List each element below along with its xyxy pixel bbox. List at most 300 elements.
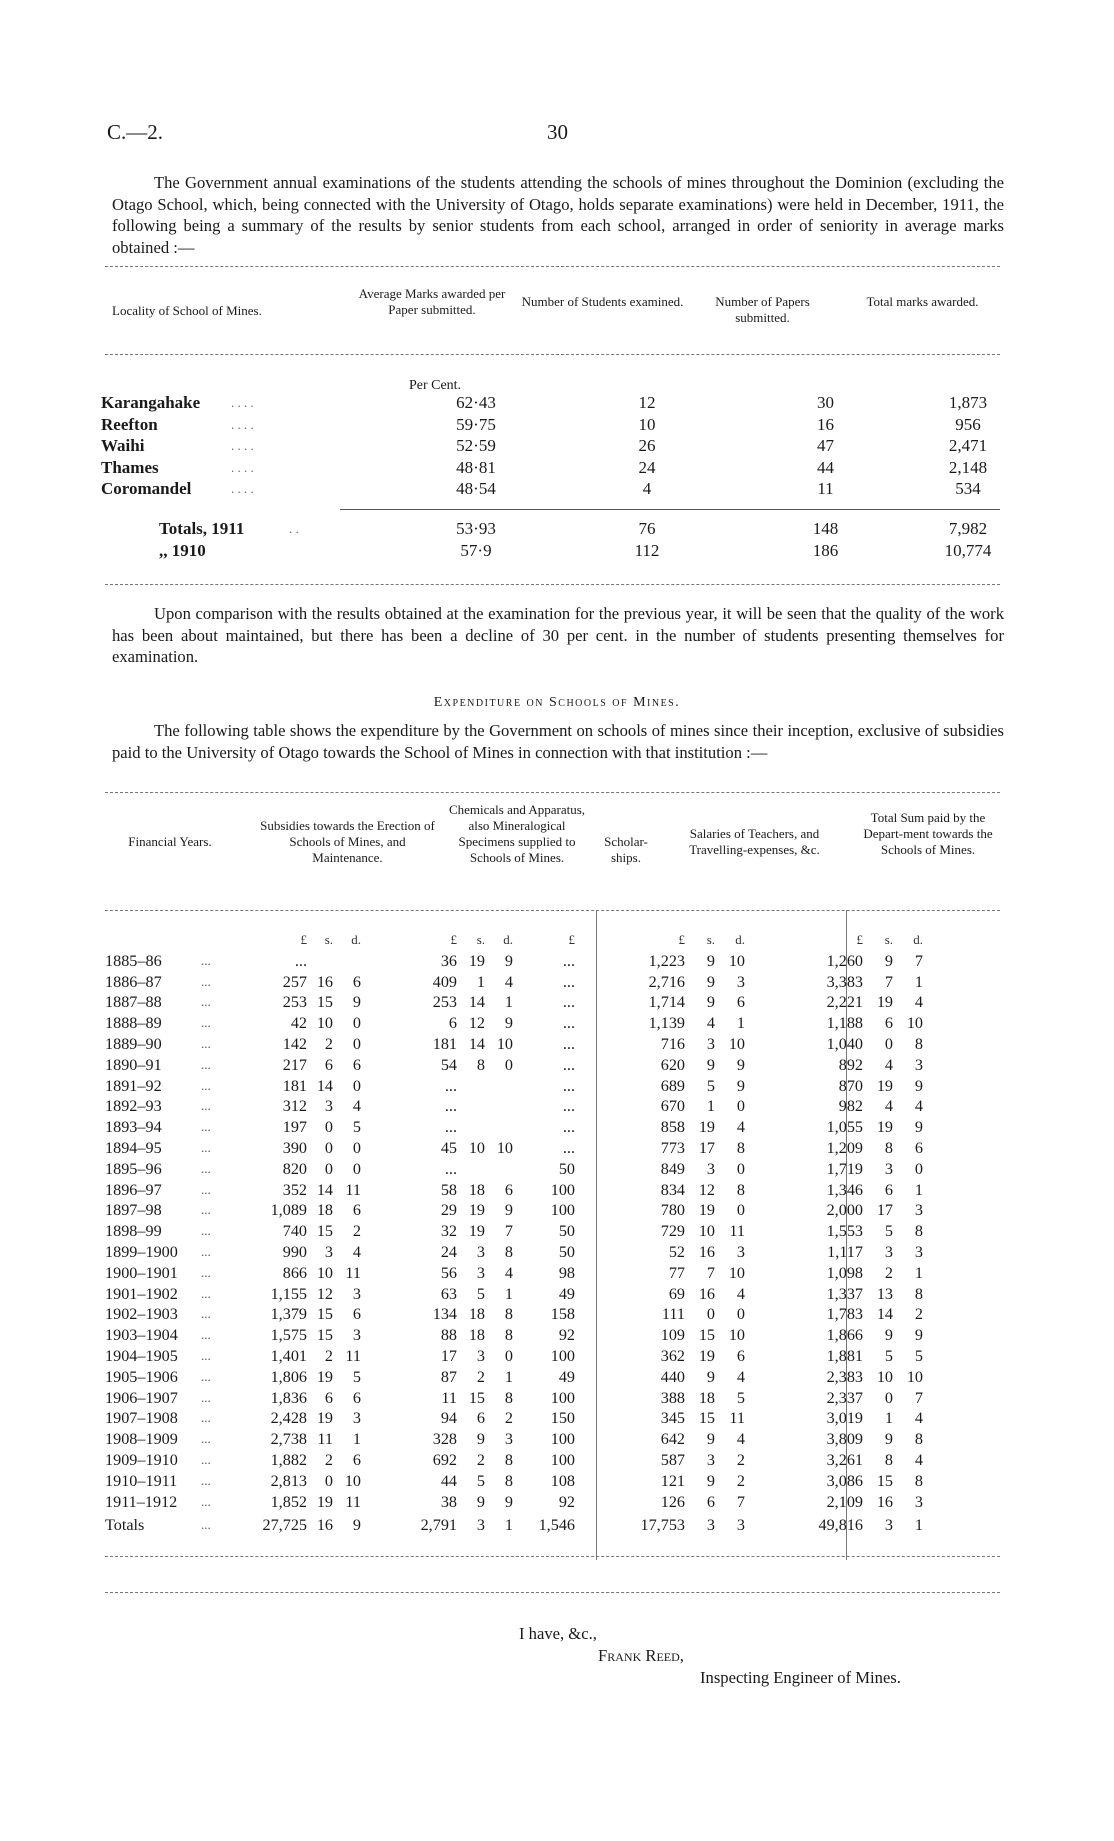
leader-dots: ...	[201, 1472, 211, 1488]
shillings-cell: 18	[468, 1305, 485, 1324]
average-marks-cell: 48·81	[456, 457, 496, 477]
intro-paragraph: The Government annual examinations of the students attending the schools of mines throughout the Dominion (excluding the Otago School, which, being connected with the University of Otago, holds separate examinations) were held in December, 1911, the following being a summary of the results by senior students from each school, arranged in order of seniority in average marks obtained :—	[112, 173, 1004, 257]
pence-cell: 8	[914, 1034, 923, 1053]
pence-cell: 0	[352, 1014, 361, 1033]
pounds-cell: 1,783	[826, 1305, 863, 1324]
shillings-cell: 3	[476, 1346, 485, 1365]
pounds-cell: 11	[441, 1388, 457, 1407]
financial-year-cell: 1890–91	[105, 1055, 162, 1074]
column-gap	[575, 1304, 623, 1325]
shillings-cell: 6	[324, 1388, 333, 1407]
pounds-cell: 63	[440, 1284, 457, 1303]
leader-dots: ...	[201, 1056, 211, 1072]
shillings-cell: 7	[706, 1263, 715, 1282]
table1-header-locality: Locality of School of Mines.	[112, 303, 262, 318]
pence-cell: 8	[504, 1326, 513, 1345]
pounds-cell: 1,806	[270, 1367, 307, 1386]
pence-cell: 0	[736, 1159, 745, 1178]
shillings-cell: 9	[706, 1055, 715, 1074]
shillings-cell: 5	[476, 1284, 485, 1303]
pence-cell: 10	[728, 1326, 745, 1345]
financial-year-cell: 1893–94	[105, 1118, 162, 1137]
leader-dots: ...	[201, 952, 211, 968]
shillings-cell: 6	[324, 1055, 333, 1074]
closing-line: I have, &c.,	[519, 1624, 597, 1643]
column-gap	[575, 1117, 623, 1138]
pounds-cell: 88	[440, 1326, 457, 1345]
column-gap	[745, 1304, 803, 1325]
table2-header-subsidies: Subsidies towards the Erection of Schools of Mines, and Maintenance.	[260, 818, 435, 865]
column-gap	[361, 1013, 407, 1034]
scholarships-cell: 1,546	[538, 1516, 575, 1535]
pounds-cell: 1,139	[648, 1014, 685, 1033]
column-gap	[361, 1159, 407, 1180]
pounds-cell: 253	[282, 993, 307, 1012]
scholarships-cell: ...	[562, 1097, 575, 1116]
column-gap	[361, 1325, 407, 1346]
leader-dots: ...	[201, 1368, 211, 1384]
column-gap	[745, 1221, 803, 1242]
column-gap	[745, 1408, 803, 1429]
shillings-cell: 18	[468, 1326, 485, 1345]
shillings-cell: 2	[324, 1346, 333, 1365]
shillings-cell: 0	[706, 1305, 715, 1324]
shillings-cell: 9	[706, 972, 715, 991]
pounds-cell: 892	[838, 1055, 863, 1074]
pounds-cell: 689	[660, 1076, 685, 1095]
papers-cell: 44	[817, 457, 834, 477]
shillings-cell: 14	[468, 993, 485, 1012]
shillings-cell: 10	[316, 1014, 333, 1033]
pence-cell: 0	[352, 1138, 361, 1157]
leader-dots: . . . .	[231, 416, 254, 432]
shillings-cell: 13	[876, 1284, 893, 1303]
table-row	[105, 1408, 923, 1429]
leader-dots: . . . .	[231, 459, 254, 475]
shillings-cell: 5	[884, 1346, 893, 1365]
unit-pence: d.	[351, 932, 361, 947]
scholarships-cell: 150	[550, 1409, 575, 1428]
pence-cell: 9	[914, 1076, 923, 1095]
column-gap	[361, 1408, 407, 1429]
pounds-cell: 1,117	[827, 1242, 863, 1261]
scholarships-cell: ...	[562, 1055, 575, 1074]
shillings-cell: 3	[706, 1516, 715, 1535]
document-reference: C.—2.	[107, 120, 164, 144]
shillings-cell: 14	[876, 1305, 893, 1324]
table-row	[105, 1200, 923, 1221]
leader-dots: ...	[201, 1517, 211, 1533]
pounds-cell: 181	[432, 1034, 457, 1053]
table-row	[105, 1242, 923, 1263]
students-cell: 4	[642, 479, 652, 498]
shillings-cell: 11	[317, 1430, 333, 1449]
totals-row	[101, 518, 1063, 540]
pence-cell: 9	[352, 1516, 361, 1535]
scholarships-cell: 92	[558, 1326, 575, 1345]
pence-cell: 9	[504, 1014, 513, 1033]
shillings-cell: 19	[316, 1409, 333, 1428]
table1-header-students: Number of Students examined.	[521, 294, 684, 309]
table-row	[105, 1221, 923, 1242]
financial-year-cell: 1891–92	[105, 1076, 162, 1095]
shillings-cell: 3	[706, 1034, 715, 1053]
pence-cell: 3	[736, 1516, 745, 1535]
pence-cell: 4	[914, 993, 923, 1012]
pounds-cell: 1,575	[270, 1326, 307, 1345]
units-spacer	[201, 930, 249, 951]
column-gap	[361, 1096, 407, 1117]
table-row	[105, 951, 923, 972]
expenditure-paragraph: The following table shows the expenditure by the Government on schools of mines since their inception, exclusive of subsidies paid to the University of Otago towards the School of Mines in connection with that institution :—	[112, 721, 1004, 762]
pence-cell: 8	[914, 1430, 923, 1449]
scholarships-cell: 158	[550, 1305, 575, 1324]
column-gap	[575, 1471, 623, 1492]
column-gap	[745, 1096, 803, 1117]
pounds-cell: 1,337	[826, 1284, 863, 1303]
scholarships-cell: 100	[550, 1201, 575, 1220]
pence-cell: 11	[345, 1492, 361, 1511]
shillings-cell: 3	[476, 1516, 485, 1535]
locality-cell: Thames	[101, 457, 159, 477]
pounds-cell: 126	[660, 1492, 685, 1511]
shillings-cell: 0	[324, 1471, 333, 1490]
pence-cell: 6	[736, 993, 745, 1012]
pence-cell: 3	[352, 1284, 361, 1303]
pence-cell: 6	[914, 1138, 923, 1157]
leader-dots: ...	[201, 1285, 211, 1301]
shillings-cell: 12	[316, 1284, 333, 1303]
shillings-cell: 6	[884, 1180, 893, 1199]
shillings-cell: 3	[706, 1450, 715, 1469]
pounds-cell: 642	[660, 1430, 685, 1449]
table-row	[105, 972, 923, 993]
pence-cell: 4	[736, 1430, 745, 1449]
leader-dots: ...	[201, 1223, 211, 1239]
table1-bottom-rule	[105, 584, 1000, 585]
table-row	[105, 1450, 923, 1471]
pounds-cell: 587	[660, 1450, 685, 1469]
pounds-cell: 866	[282, 1263, 307, 1282]
unit-pound: £	[678, 932, 685, 947]
pounds-cell: 24	[440, 1242, 457, 1261]
units-row	[105, 930, 923, 951]
pence-cell: 10	[728, 951, 745, 970]
pence-cell: 8	[504, 1471, 513, 1490]
column-gap	[361, 1450, 407, 1471]
leader-dots: ...	[201, 1306, 211, 1322]
shillings-cell: 6	[476, 1409, 485, 1428]
pounds-cell: 27,725	[262, 1516, 307, 1535]
pounds-cell: 990	[282, 1242, 307, 1261]
scholarships-cell: 108	[550, 1471, 575, 1490]
pence-cell: 1	[736, 1014, 745, 1033]
pounds-cell: ...	[444, 1097, 457, 1116]
table2-bottom-rule	[105, 1592, 1000, 1593]
shillings-cell: 0	[884, 1034, 893, 1053]
column-gap	[575, 1242, 623, 1263]
table2-header-total: Total Sum paid by the Depart-ment towards the Schools of Mines.	[863, 810, 993, 857]
financial-year-cell: 1902–1903	[105, 1305, 178, 1324]
shillings-cell: 6	[884, 1014, 893, 1033]
column-gap	[575, 1096, 623, 1117]
shillings-cell: 10	[468, 1138, 485, 1157]
students-cell: 24	[638, 457, 656, 477]
shillings-cell: 1	[706, 1097, 715, 1116]
column-gap	[575, 1346, 623, 1367]
unit-shilling: s.	[884, 932, 893, 947]
column-gap	[745, 1200, 803, 1221]
pounds-cell: 1,155	[270, 1284, 307, 1303]
column-gap	[575, 1159, 623, 1180]
pence-cell: 2	[914, 1305, 923, 1324]
leader-dots: ...	[201, 1160, 211, 1176]
students-cell: 26	[638, 436, 656, 455]
total-marks-cell: 2,148	[948, 457, 988, 477]
pence-cell: 4	[914, 1450, 923, 1469]
table2-header-rule	[105, 910, 1000, 911]
column-gap	[361, 951, 407, 972]
shillings-cell: 19	[468, 951, 485, 970]
pounds-cell: 2,716	[648, 972, 685, 991]
pence-cell: 3	[914, 1242, 923, 1261]
shillings-cell: 5	[884, 1222, 893, 1241]
column-gap	[745, 1055, 803, 1076]
scholarships-cell: 50	[558, 1242, 575, 1261]
pounds-cell: 49,816	[818, 1516, 863, 1535]
shillings-cell: 19	[876, 1118, 893, 1137]
pounds-cell: 362	[660, 1346, 685, 1365]
pence-cell: 6	[352, 1201, 361, 1220]
pounds-cell: 390	[282, 1138, 307, 1157]
shillings-cell: 1	[884, 1409, 893, 1428]
financial-year-cell: 1907–1908	[105, 1409, 178, 1428]
scholarships-cell: ...	[562, 1034, 575, 1053]
table-row	[105, 1367, 923, 1388]
shillings-cell: 18	[698, 1388, 715, 1407]
column-gap	[745, 1492, 803, 1513]
shillings-cell: 2	[476, 1367, 485, 1386]
scholarships-cell: 49	[558, 1284, 575, 1303]
column-gap	[575, 992, 623, 1013]
column-gap	[575, 1263, 623, 1284]
pence-cell: 9	[504, 951, 513, 970]
pence-cell: 1	[914, 1516, 923, 1535]
shillings-cell: 14	[316, 1076, 333, 1095]
total-marks-cell: 7,982	[948, 519, 988, 538]
pence-cell	[485, 1117, 513, 1138]
financial-year-cell: 1894–95	[105, 1138, 162, 1157]
units-gap	[575, 930, 623, 951]
column-gap	[361, 972, 407, 993]
total-marks-cell: 1,873	[948, 393, 988, 412]
scholarships-cell: ...	[562, 972, 575, 991]
pounds-cell: 849	[660, 1159, 685, 1178]
pounds-cell: 1,223	[648, 951, 685, 970]
shillings-cell: 2	[324, 1034, 333, 1053]
pence-cell: 0	[504, 1055, 513, 1074]
pounds-cell: 217	[282, 1055, 307, 1074]
pounds-cell: 2,738	[270, 1430, 307, 1449]
shillings-cell	[457, 1076, 485, 1097]
financial-year-cell: 1896–97	[105, 1180, 162, 1199]
pounds-cell: 345	[660, 1409, 685, 1428]
pence-cell: 3	[914, 1055, 923, 1074]
pence-cell: 6	[352, 1388, 361, 1407]
students-cell: 12	[638, 393, 656, 412]
financial-year-cell: 1906–1907	[105, 1388, 178, 1407]
pence-cell: 8	[914, 1222, 923, 1241]
table-row	[105, 1304, 923, 1325]
pounds-cell: 58	[440, 1180, 457, 1199]
shillings-cell: 5	[476, 1471, 485, 1490]
shillings-cell: 15	[698, 1326, 715, 1345]
pounds-cell: ...	[444, 1118, 457, 1137]
pounds-cell: 2,000	[826, 1201, 863, 1220]
scholarships-cell: 50	[558, 1222, 575, 1241]
column-gap	[575, 1325, 623, 1346]
shillings-cell: 10	[876, 1367, 893, 1386]
shillings-cell: 7	[884, 972, 893, 991]
shillings-cell: 9	[884, 1326, 893, 1345]
results-table	[101, 392, 1063, 500]
table1-top-rule	[105, 266, 1000, 267]
unit-pence: d.	[735, 932, 745, 947]
column-gap	[361, 1263, 407, 1284]
pounds-cell: 870	[838, 1076, 863, 1095]
column-gap	[745, 1512, 803, 1538]
average-marks-cell: 62·43	[456, 393, 496, 412]
pence-cell: 0	[504, 1346, 513, 1365]
locality-cell: Karangahake	[101, 393, 201, 412]
leader-dots: ...	[201, 1077, 211, 1093]
pence-cell: 1	[352, 1430, 361, 1449]
pence-cell: 8	[914, 1284, 923, 1303]
column-gap	[575, 1367, 623, 1388]
scholarships-cell: ...	[562, 951, 575, 970]
shillings-cell: 16	[698, 1242, 715, 1261]
shillings-cell: 9	[706, 951, 715, 970]
shillings-cell	[457, 1159, 485, 1180]
scholarships-cell: 100	[550, 1430, 575, 1449]
pence-cell: 6	[352, 1055, 361, 1074]
shillings-cell: 17	[698, 1138, 715, 1157]
column-gap	[745, 1159, 803, 1180]
locality-cell: Waihi	[101, 436, 145, 455]
average-marks-cell: 53·93	[456, 519, 496, 538]
table-row	[101, 457, 1063, 479]
leader-dots: ...	[201, 1431, 211, 1447]
shillings-cell: 9	[884, 1430, 893, 1449]
pounds-cell: 1,719	[826, 1159, 863, 1178]
average-marks-cell: 52·59	[456, 436, 496, 455]
shillings-cell: 0	[324, 1138, 333, 1157]
pounds-cell: 1,098	[826, 1263, 863, 1282]
shillings-cell: 5	[706, 1076, 715, 1095]
column-gap	[745, 1450, 803, 1471]
column-gap	[361, 1492, 407, 1513]
pounds-cell: 257	[282, 972, 307, 991]
pence-cell: 8	[504, 1450, 513, 1469]
column-gap	[575, 1492, 623, 1513]
pence-cell: 3	[352, 1326, 361, 1345]
pounds-cell: 56	[440, 1263, 457, 1282]
pounds-cell: 2,383	[826, 1367, 863, 1386]
pence-cell: 7	[736, 1492, 745, 1511]
shillings-cell: 19	[698, 1346, 715, 1365]
table-row	[105, 1138, 923, 1159]
pence-cell: 11	[729, 1222, 745, 1241]
units-spacer	[105, 930, 201, 951]
pence-cell: 1	[914, 972, 923, 991]
financial-year-cell: 1899–1900	[105, 1242, 178, 1261]
pence-cell: 8	[736, 1138, 745, 1157]
pence-cell: 0	[736, 1305, 745, 1324]
students-cell: 76	[638, 519, 656, 538]
pence-cell: 11	[345, 1263, 361, 1282]
shillings-cell: 3	[324, 1242, 333, 1261]
pounds-cell: 253	[432, 993, 457, 1012]
shillings-cell: 3	[884, 1242, 893, 1261]
leader-dots: ...	[201, 1119, 211, 1135]
pounds-cell: 45	[440, 1138, 457, 1157]
pounds-cell: 1,055	[826, 1118, 863, 1137]
pence-cell: 3	[736, 1242, 745, 1261]
pounds-cell: 3,261	[826, 1450, 863, 1469]
shillings-cell: 15	[316, 1222, 333, 1241]
column-gap	[361, 1346, 407, 1367]
pence-cell: 3	[914, 1492, 923, 1511]
leader-dots: ...	[201, 1389, 211, 1405]
leader-dots: ...	[201, 1493, 211, 1509]
column-gap	[745, 1076, 803, 1097]
shillings-cell: 0	[324, 1118, 333, 1137]
leader-dots: ...	[201, 994, 211, 1010]
leader-dots: . .	[289, 521, 299, 536]
shillings-cell: 19	[876, 1076, 893, 1095]
pence-cell: 4	[736, 1118, 745, 1137]
column-gap	[361, 1284, 407, 1305]
column-gap	[575, 1034, 623, 1055]
leader-dots: . . . .	[231, 481, 254, 496]
shillings-cell: 9	[706, 1471, 715, 1490]
shillings-cell: 0	[884, 1388, 893, 1407]
unit-pence: d.	[913, 932, 923, 947]
pence-cell: 2	[736, 1450, 745, 1469]
pence-cell: 9	[736, 1076, 745, 1095]
pounds-cell: 87	[440, 1367, 457, 1386]
shillings-cell: 19	[468, 1222, 485, 1241]
financial-year-cell: 1888–89	[105, 1014, 162, 1033]
financial-year-cell: 1892–93	[105, 1097, 162, 1116]
column-gap	[575, 1221, 623, 1242]
column-gap	[575, 1512, 623, 1538]
totals-row	[105, 1512, 923, 1538]
unit-pence: d.	[503, 932, 513, 947]
pounds-cell: 620	[660, 1055, 685, 1074]
pence-cell: 11	[729, 1409, 745, 1428]
scholarships-cell: ...	[562, 1138, 575, 1157]
totals-label: Totals, 1911	[159, 519, 245, 538]
leader-dots: ...	[201, 1035, 211, 1051]
pence-cell: 4	[736, 1367, 745, 1386]
column-gap	[745, 1325, 803, 1346]
pence-cell: 10	[906, 1014, 923, 1033]
column-gap	[361, 1138, 407, 1159]
pence-cell: 0	[914, 1159, 923, 1178]
shillings-cell: 19	[876, 993, 893, 1012]
pence-cell: 2	[736, 1471, 745, 1490]
